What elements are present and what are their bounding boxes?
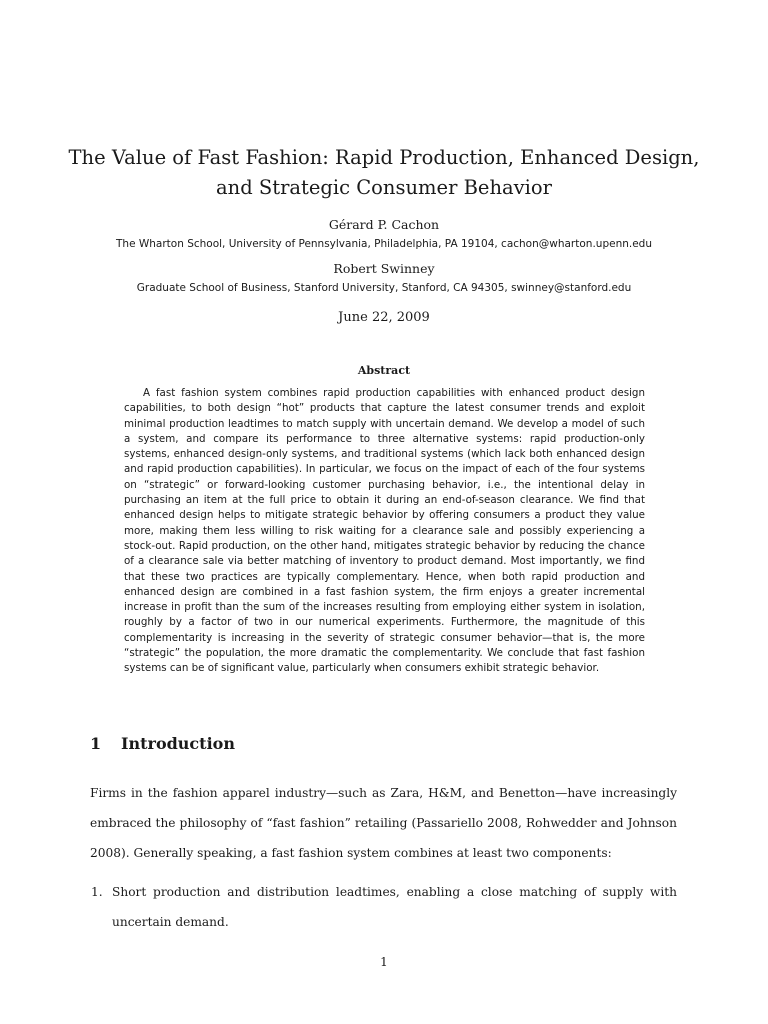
paper-date: June 22, 2009	[338, 310, 430, 325]
section-heading	[90, 734, 235, 753]
intro-paragraph: Firms in the fashion apparel industry—such as Zara, H&M, and Benetton—have increasingly embraced the philosophy of “fast fashion” retailing (Passariello 2008, Rohwedder and Johnson 2008). Generally speaking, a fast fashion system combines at least two components:	[90, 786, 677, 860]
abstract-text: A fast fashion system combines rapid production capabilities with enhanced product design capabilities, to both design “hot” products that capture the latest consumer trends and exploit minimal production leadtimes to match supply with uncertain demand. We develop a model of such a system, and compare its performance to three alternative systems: rapid production-only systems, enhanced design-only systems, and traditional systems (which lack both enhanced design and rapid production capabilities). In particular, we focus on the impact of each of the four systems on “strategic” or forward-looking customer purchasing behavior, i.e., the intentional delay in purchasing an item at the full price to obtain it during an end-of-season clearance. We find that enhanced design helps to mitigate strategic behavior by offering consumers a product they value more, making them less willing to risk waiting for a clearance sale and possibly experiencing a stock-out. Rapid production, on the other hand, mitigates strategic behavior by reducing the chance of a clearance sale via better matching of inventory to product demand. Most importantly, we find that these two practices are typically complementary. Hence, when both rapid production and enhanced design are combined in a fast fashion system, the firm enjoys a greater incremental increase in profit than the sum of the increases resulting from employing either system in isolation, roughly by a factor of two in our numerical experiments. Furthermore, the magnitude of this complementarity is increasing in the severity of strategic consumer behavior—that is, the more “strategic” the population, the more dramatic the complementarity. We conclude that fast fashion systems can be of significant value, particularly when consumers exhibit strategic behavior.	[124, 387, 645, 675]
author-affiliation-1: The Wharton School, University of Pennsylvania, Philadelphia, PA 19104, cachon@wharton.upenn.edu	[116, 238, 652, 250]
abstract-heading: Abstract	[357, 364, 411, 377]
section-number: 1	[90, 734, 102, 753]
list-item-text: Short production and distribution leadtimes, enabling a close matching of supply with uncertain demand.	[112, 885, 677, 929]
title-line-1: The Value of Fast Fashion: Rapid Production, Enhanced Design,	[68, 146, 700, 169]
section-title: Introduction	[121, 734, 235, 753]
list-item	[91, 877, 677, 937]
author-affiliation-2: Graduate School of Business, Stanford University, Stanford, CA 94305, swinney@stanford.edu	[136, 282, 632, 294]
author-name-1: Gérard P. Cachon	[328, 217, 440, 232]
paper-title	[0, 143, 768, 203]
page-number: 1	[380, 955, 388, 969]
author-name-2: Robert Swinney	[333, 261, 435, 276]
title-line-2: and Strategic Consumer Behavior	[216, 176, 552, 199]
list-item-marker: 1.	[91, 885, 103, 899]
